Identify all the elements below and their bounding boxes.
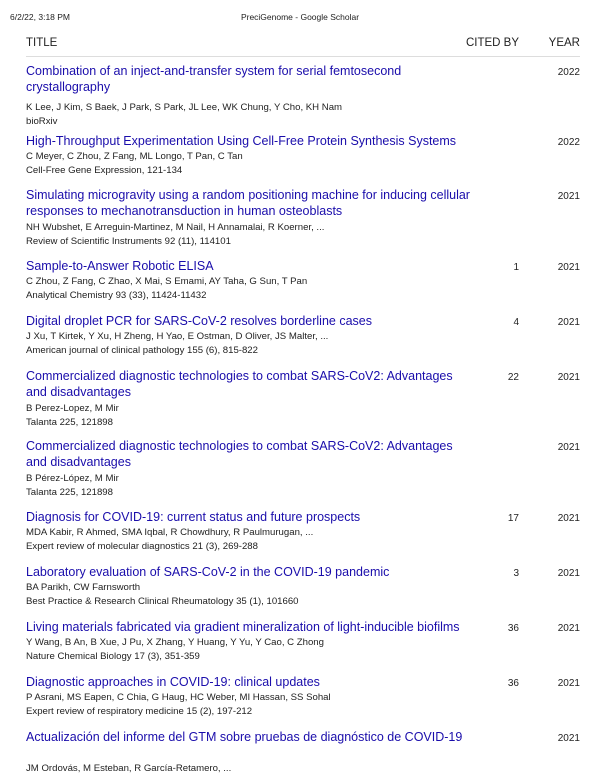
column-header-title[interactable]: TITLE — [26, 37, 58, 49]
article-cited-by[interactable]: 36 — [507, 623, 519, 634]
article-year: 2022 — [557, 137, 580, 148]
article-title-link[interactable]: Combination of an inject-and-transfer system for serial femtosecond crystallography — [26, 64, 402, 94]
article-year: 2021 — [557, 733, 580, 744]
article-year: 2021 — [557, 372, 580, 383]
article-cited-by[interactable]: 36 — [507, 678, 519, 689]
article-year: 2022 — [557, 67, 580, 78]
article-cited-by[interactable]: 3 — [513, 568, 519, 579]
article-source: Expert review of molecular diagnostics 21 (3), 269-288 — [26, 541, 258, 552]
article-authors: C Meyer, C Zhou, Z Fang, ML Longo, T Pan, C Tan — [26, 151, 243, 162]
article-source: Talanta 225, 121898 — [26, 417, 113, 428]
article-source: Cell-Free Gene Expression, 121-134 — [26, 165, 183, 176]
article-year: 2021 — [557, 678, 580, 689]
article-authors: NH Wubshet, E Arreguin-Martinez, M Nail, H Annamalai, R Koerner, ... — [26, 222, 325, 233]
article-year: 2021 — [557, 513, 580, 524]
article-title-link[interactable]: Commercialized diagnostic technologies to combat SARS-CoV2: Advantages and disadvantages — [26, 439, 453, 469]
article-source: Nature Chemical Biology 17 (3), 351-359 — [26, 651, 200, 662]
article-authors: K Lee, J Kim, S Baek, J Park, S Park, JL Lee, WK Chung, Y Cho, KH Nam — [26, 102, 343, 113]
article-cited-by[interactable]: 17 — [507, 513, 519, 524]
article-source: American journal of clinical pathology 155 (6), 815-822 — [26, 345, 258, 356]
column-header-cited-by[interactable]: CITED BY — [465, 37, 519, 49]
article-title-link[interactable]: Digital droplet PCR for SARS-CoV-2 resolves borderline cases — [26, 314, 372, 328]
article-year: 2021 — [557, 442, 580, 453]
article-source: Best Practice & Research Clinical Rheumatology 35 (1), 101660 — [26, 596, 299, 607]
article-authors: MDA Kabir, R Ahmed, SMA Iqbal, R Chowdhury, R Paulmurugan, ... — [26, 527, 314, 538]
article-title-link[interactable]: Diagnostic approaches in COVID-19: clinical updates — [26, 675, 320, 689]
article-title-link[interactable]: Living materials fabricated via gradient mineralization of light-inducible biofilms — [26, 620, 460, 634]
article-authors: B Pérez-López, M Mir — [26, 473, 119, 484]
article-authors: J Xu, T Kirtek, Y Xu, H Zheng, H Yao, E Ostman, D Oliver, JS Malter, ... — [26, 331, 329, 342]
column-header-year[interactable]: YEAR — [548, 37, 580, 49]
article-title-link[interactable]: Laboratory evaluation of SARS-CoV-2 in the COVID-19 pandemic — [26, 565, 390, 579]
article-source: Expert review of respiratory medicine 15 (2), 197-212 — [26, 706, 253, 717]
article-source: Analytical Chemistry 93 (33), 11424-11432 — [26, 290, 207, 301]
article-title-link[interactable]: Sample-to-Answer Robotic ELISA — [26, 259, 214, 273]
article-source: Review of Scientific Instruments 92 (11), 114101 — [26, 236, 231, 247]
article-cited-by[interactable]: 4 — [513, 317, 519, 328]
print-header — [10, 12, 590, 26]
print-page-title: PreciGenome - Google Scholar — [240, 12, 360, 22]
article-year: 2021 — [557, 262, 580, 273]
article-year: 2021 — [557, 191, 580, 202]
article-title-link[interactable]: Commercialized diagnostic technologies to combat SARS-CoV2: Advantages and disadvantages — [26, 369, 453, 399]
article-title-link[interactable]: Actualización del informe del GTM sobre pruebas de diagnóstico de COVID-19 — [26, 730, 463, 744]
article-authors: P Asrani, MS Eapen, C Chia, G Haug, HC Weber, MI Hassan, SS Sohal — [26, 692, 331, 703]
article-authors: Y Wang, B An, B Xue, J Pu, X Zhang, Y Huang, Y Yu, Y Cao, C Zhong — [26, 637, 324, 648]
article-authors: B Perez-Lopez, M Mir — [26, 403, 119, 414]
article-cited-by[interactable]: 1 — [513, 262, 519, 273]
article-authors: C Zhou, Z Fang, C Zhao, X Mai, S Emami, AY Taha, G Sun, T Pan — [26, 276, 308, 287]
article-year: 2021 — [557, 317, 580, 328]
header-divider — [26, 56, 580, 57]
article-authors: JM Ordovás, M Esteban, R García-Retamero, ... — [26, 763, 232, 774]
article-source: Talanta 225, 121898 — [26, 487, 113, 498]
article-source: bioRxiv — [26, 116, 58, 127]
article-cited-by[interactable]: 22 — [507, 372, 519, 383]
column-header-row — [26, 37, 580, 53]
article-title-link[interactable]: Simulating microgravity using a random positioning machine for inducing cellular responses to mechanotransduction in human osteoblasts — [26, 188, 470, 218]
article-year: 2021 — [557, 568, 580, 579]
article-title-link[interactable]: Diagnosis for COVID-19: current status and future prospects — [26, 510, 361, 524]
article-title-link[interactable]: High-Throughput Experimentation Using Cell-Free Protein Synthesis Systems — [26, 134, 457, 148]
article-authors: BA Parikh, CW Farnsworth — [26, 582, 141, 593]
print-date: 6/2/22, 3:18 PM — [10, 12, 71, 22]
article-year: 2021 — [557, 623, 580, 634]
